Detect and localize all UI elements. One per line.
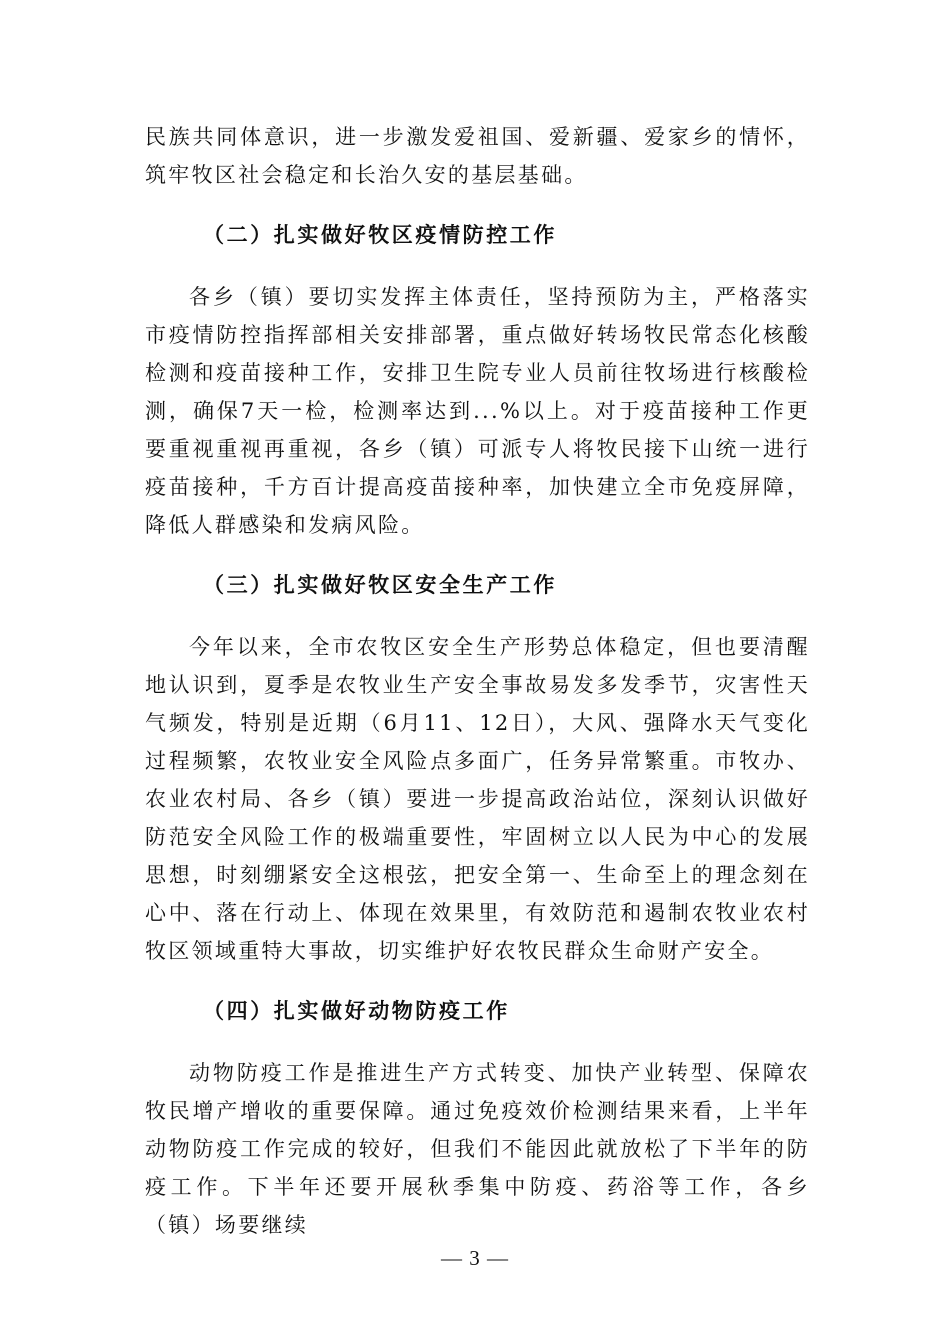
page-number: — 3 —	[441, 1246, 509, 1270]
section-2-heading: （二）扎实做好牧区疫情防控工作	[203, 223, 557, 247]
section-4-heading: （四）扎实做好动物防疫工作	[203, 999, 510, 1023]
section-2-paragraph: 各乡（镇）要切实发挥主体责任，坚持预防为主，严格落实市疫情防控指挥部相关安排部署，重点做好转场牧民常态化核酸检测和疫苗接种工作，安排卫生院专业人员前往牧场进行核酸检测，确保7天一检，检测率达到...%以上。对于疫苗接种工作更要重视重视再重视，各乡（镇）可派专人将牧民接下山统一进行疫苗接种，千方百计提高疫苗接种率，加快建立全市免疫屏障，降低人群感染和发病风险。	[145, 285, 810, 537]
document-body	[145, 118, 810, 1244]
section-4-paragraph: 动物防疫工作是推进生产方式转变、加快产业转型、保障农牧民增产增收的重要保障。通过免疫效价检测结果来看，上半年动物防疫工作完成的较好，但我们不能因此就放松了下半年的防疫工作。下半年还要开展秋季集中防疫、药浴等工作，各乡（镇）场要继续	[145, 1061, 810, 1237]
section-3-paragraph: 今年以来，全市农牧区安全生产形势总体稳定，但也要清醒地认识到，夏季是农牧业生产安全事故易发多发季节，灾害性天气频发，特别是近期（6月11、12日），大风、强降水天气变化过程频繁，农牧业安全风险点多面广，任务异常繁重。市牧办、农业农村局、各乡（镇）要进一步提高政治站位，深刻认识做好防范安全风险工作的极端重要性，牢固树立以人民为中心的发展思想，时刻绷紧安全这根弦，把安全第一、生命至上的理念刻在心中、落在行动上、体现在效果里，有效防范和遏制农牧业农村牧区领域重特大事故，切实维护好农牧民群众生命财产安全。	[145, 635, 810, 963]
intro-paragraph: 民族共同体意识，进一步激发爱祖国、爱新疆、爱家乡的情怀，筑牢牧区社会稳定和长治久安的基层基础。	[145, 125, 810, 187]
section-3-heading: （三）扎实做好牧区安全生产工作	[203, 573, 557, 597]
